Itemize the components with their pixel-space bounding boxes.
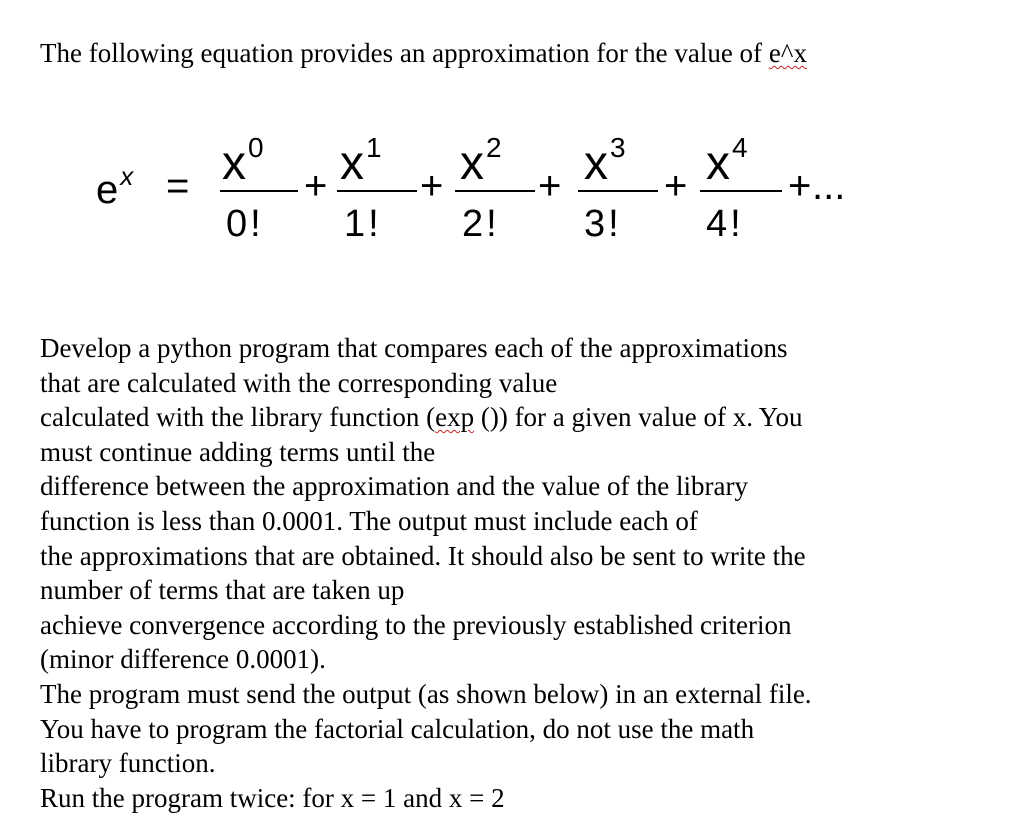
plus-sign-1: + xyxy=(304,164,328,208)
lhs-base: e xyxy=(96,168,119,212)
plus-sign-2: + xyxy=(420,164,444,208)
body-line: You have to program the factorial calculation, do not use the math xyxy=(40,713,755,744)
spellcheck-marked-text: exp xyxy=(435,402,475,433)
term-0-fraction-bar xyxy=(220,190,298,192)
body-line: difference between the approximation and the value of the library xyxy=(40,471,748,502)
equation-lhs xyxy=(96,156,133,210)
body-line: The program must send the output (as shown below) in an external file. xyxy=(40,678,812,709)
term-2-numerator xyxy=(460,124,502,188)
term-0-exponent: 0 xyxy=(248,132,264,163)
taylor-series-equation xyxy=(0,0,1024,300)
term-3-numerator xyxy=(584,124,626,188)
spellcheck-marked-text: e^x xyxy=(768,38,807,68)
body-line xyxy=(40,400,1000,435)
term-0-denominator: 0! xyxy=(226,203,264,245)
term-2-denominator: 2! xyxy=(462,203,500,245)
body-line: number of terms that are taken up xyxy=(40,575,405,606)
plus-sign-5: + xyxy=(788,164,812,208)
body-line: must continue adding terms until the xyxy=(40,436,436,467)
body-line: library function. xyxy=(40,748,216,779)
term-4-exponent: 4 xyxy=(732,132,748,163)
plus-sign-3: + xyxy=(538,164,562,208)
term-0-numerator xyxy=(222,124,264,188)
term-3-exponent: 3 xyxy=(610,132,626,163)
body-line: that are calculated with the corresponding value xyxy=(40,367,558,398)
ellipsis: ... xyxy=(812,164,846,208)
body-line: Develop a python program that compares each of the approximations xyxy=(40,333,788,363)
problem-description xyxy=(40,331,1000,815)
term-1-exponent: 1 xyxy=(366,132,382,163)
body-line: achieve convergence according to the previously established criterion xyxy=(40,609,792,640)
body-line: the approximations that are obtained. It should also be sent to write the xyxy=(40,540,806,571)
body-line-text: ()) for a given value of x. You xyxy=(474,402,803,433)
term-4-numerator xyxy=(706,124,748,188)
term-1-fraction-bar xyxy=(337,190,417,192)
term-4-base: x xyxy=(706,137,730,190)
intro-text: The following equation provides an approximation for the value of xyxy=(40,38,769,68)
term-2-fraction-bar xyxy=(455,190,535,192)
term-4-fraction-bar xyxy=(700,190,782,192)
term-3-denominator: 3! xyxy=(584,203,622,245)
term-2-base: x xyxy=(460,137,484,190)
term-1-base: x xyxy=(340,137,364,190)
term-3-fraction-bar xyxy=(578,190,658,192)
lhs-exponent: x xyxy=(120,161,134,191)
term-3-base: x xyxy=(584,137,608,190)
term-1-denominator: 1! xyxy=(344,203,382,245)
term-2-exponent: 2 xyxy=(486,132,502,163)
body-line: Run the program twice: for x = 1 and x = 2 xyxy=(40,782,505,813)
term-4-denominator: 4! xyxy=(706,203,744,245)
body-line: function is less than 0.0001. The output must include each of xyxy=(40,505,698,536)
plus-sign-4: + xyxy=(664,164,688,208)
term-0-base: x xyxy=(222,137,246,190)
body-line-text: calculated with the library function ( xyxy=(40,402,436,433)
body-line: (minor difference 0.0001). xyxy=(40,644,326,675)
term-1-numerator xyxy=(340,124,382,188)
equals-sign: = xyxy=(166,164,190,208)
